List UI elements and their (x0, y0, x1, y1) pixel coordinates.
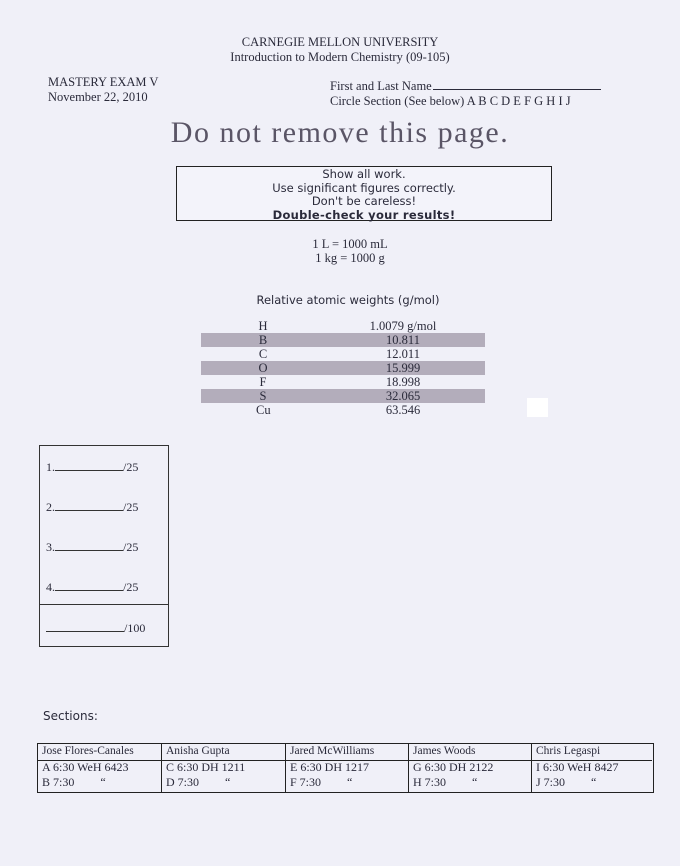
instruction-line-bold: Double-check your results! (272, 207, 456, 222)
score-divider (40, 604, 168, 605)
total-max: /100 (124, 621, 146, 635)
student-info (330, 79, 601, 109)
section-time-2 (413, 775, 477, 790)
ditto-mark: “ (591, 775, 597, 789)
atomic-weights-table (201, 319, 485, 417)
exam-title: MASTERY EXAM V (48, 75, 159, 89)
ditto-mark: “ (472, 775, 478, 789)
section-time-2 (166, 775, 230, 790)
name-field[interactable] (330, 79, 601, 94)
element-symbol: S (259, 389, 267, 403)
element-symbol: F (259, 375, 267, 389)
section-column (38, 744, 162, 792)
page-warning: Do not remove this page. (170, 116, 510, 149)
section-time-label: F 7:30 (290, 775, 322, 789)
score-blank[interactable] (55, 501, 123, 511)
exam-info (48, 75, 158, 105)
instructor-name: Anisha Gupta (166, 745, 230, 757)
unit-conversions (0, 237, 680, 265)
section-time-label: J 7:30 (536, 775, 566, 789)
instruction-line: Use significant figures correctly. (272, 180, 456, 195)
ditto-mark: “ (347, 775, 353, 789)
conversion-line: 1 L = 1000 mL (312, 237, 388, 251)
element-weight: 10.811 (386, 333, 420, 347)
element-symbol: C (258, 347, 268, 361)
section-column (285, 744, 409, 792)
element-weight: 12.011 (386, 347, 420, 361)
element-symbol: Cu (256, 403, 271, 417)
scan-artifact (527, 398, 548, 417)
total-blank[interactable] (46, 622, 124, 632)
section-time-1: G 6:30 DH 2122 (413, 760, 494, 774)
sections-table (37, 743, 654, 793)
section-time-1: A 6:30 WeH 6423 (42, 760, 129, 774)
element-symbol: H (258, 319, 268, 333)
weight-row (201, 375, 485, 389)
conversion-line: 1 kg = 1000 g (315, 251, 385, 265)
section-time-label: B 7:30 (42, 775, 75, 789)
score-max: /25 (123, 540, 139, 554)
weight-row (201, 333, 485, 347)
element-weight: 32.065 (385, 389, 421, 403)
element-symbol: O (258, 361, 268, 375)
name-label: First and Last Name (330, 79, 432, 93)
element-weight: 18.998 (385, 375, 421, 389)
instruction-line: Don't be careless! (311, 194, 417, 208)
atomic-weights-title: Relative atomic weights (g/mol) (256, 293, 440, 307)
exam-date: November 22, 2010 (48, 90, 148, 104)
question-number: 3. (46, 540, 55, 554)
element-weight: 1.0079 g/mol (369, 319, 437, 333)
score-line-q2[interactable] (46, 500, 138, 515)
name-blank[interactable] (433, 79, 601, 90)
weight-row (201, 403, 485, 417)
score-max: /25 (123, 460, 139, 474)
section-time-2 (290, 775, 352, 790)
section-time-1: C 6:30 DH 1211 (166, 760, 246, 774)
score-line-q1[interactable] (46, 460, 138, 475)
instruction-line: Show all work. (322, 167, 406, 181)
section-column (531, 744, 652, 792)
score-line-total[interactable] (46, 621, 145, 636)
sections-label: Sections: (43, 709, 98, 723)
university-name: CARNEGIE MELLON UNIVERSITY (241, 35, 439, 49)
question-number: 1. (46, 460, 55, 474)
score-line-q4[interactable] (46, 580, 138, 595)
section-time-1: E 6:30 DH 1217 (290, 760, 369, 774)
score-max: /25 (123, 580, 139, 594)
ditto-mark: “ (225, 775, 231, 789)
element-symbol: B (258, 333, 268, 347)
score-box (39, 445, 169, 647)
weight-row (201, 347, 485, 361)
section-time-1: I 6:30 WeH 8427 (536, 760, 619, 774)
section-time-2 (536, 775, 596, 790)
score-blank[interactable] (55, 461, 123, 471)
exam-header (0, 35, 680, 65)
section-field[interactable]: Circle Section (See below) A B C D E F G H I J (330, 94, 571, 108)
instructor-name: James Woods (413, 745, 476, 757)
element-weight: 15.999 (385, 361, 421, 375)
element-weight: 63.546 (385, 403, 421, 417)
score-max: /25 (123, 500, 139, 514)
section-time-label: D 7:30 (166, 775, 199, 789)
weight-row (201, 361, 485, 375)
course-title: Introduction to Modern Chemistry (09-105) (230, 50, 450, 64)
score-blank[interactable] (55, 541, 123, 551)
weight-row (201, 389, 485, 403)
section-column (408, 744, 532, 792)
question-number: 4. (46, 580, 55, 594)
weight-row (201, 319, 485, 333)
instructor-name: Jared McWilliams (290, 745, 375, 757)
score-line-q3[interactable] (46, 540, 138, 555)
section-time-label: H 7:30 (413, 775, 446, 789)
score-blank[interactable] (55, 581, 123, 591)
question-number: 2. (46, 500, 55, 514)
instructor-name: Chris Legaspi (536, 745, 601, 757)
section-column (161, 744, 286, 792)
instructor-name: Jose Flores-Canales (42, 745, 134, 757)
section-time-2 (42, 775, 106, 790)
ditto-mark: “ (100, 775, 106, 789)
instructions-box (176, 166, 552, 221)
